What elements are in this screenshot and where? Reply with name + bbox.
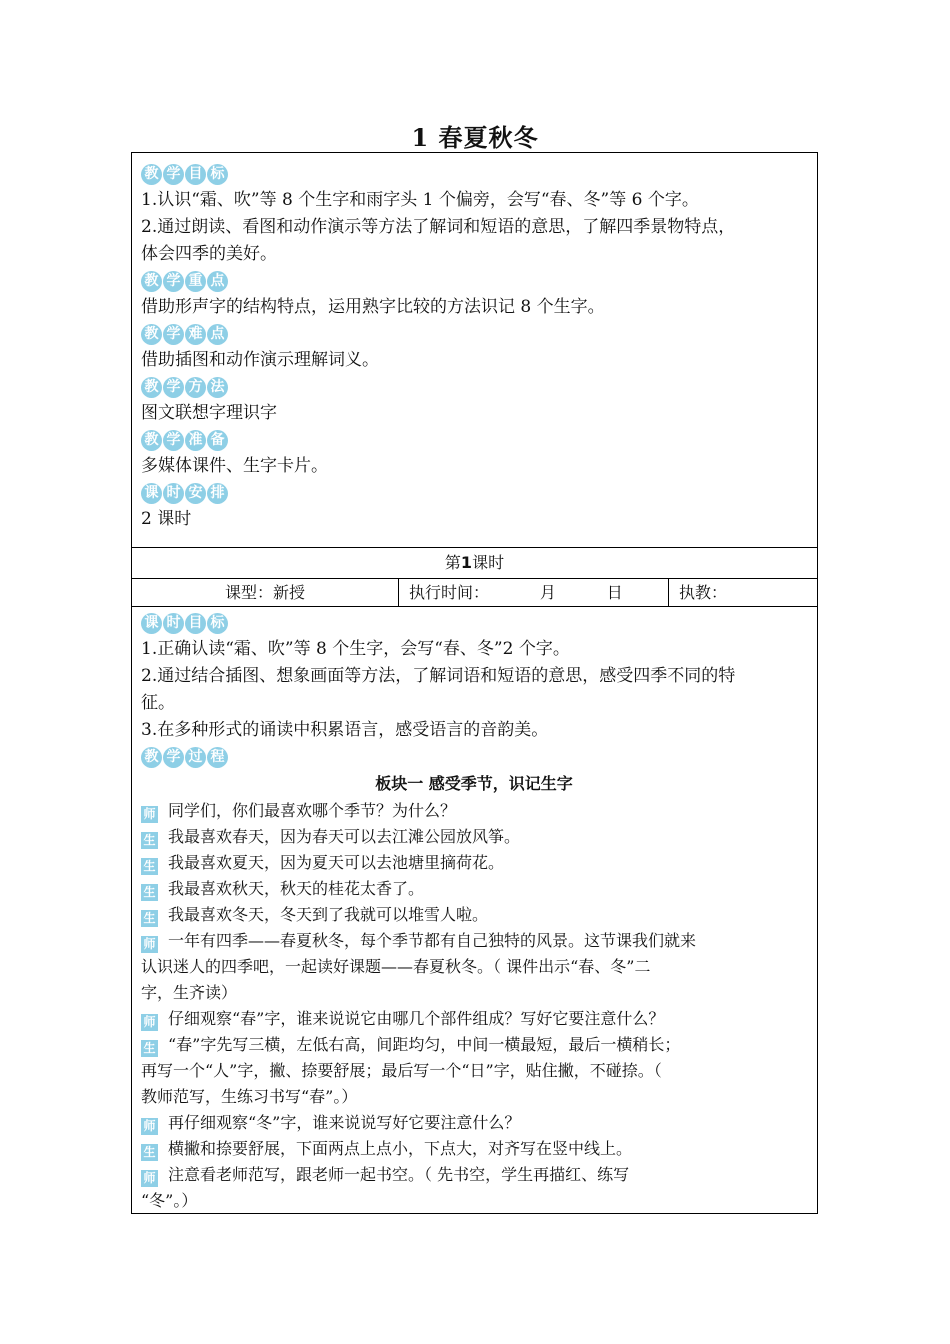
dialogue-text: 仔细观察“春”字，谁来说说它由哪几个部件组成？写好它要注意什么？ [168, 1009, 665, 1028]
objectives-heading-badge: 教 学 目 标 [141, 164, 229, 185]
dialogue-line [141, 1136, 817, 1162]
dialogue-line [141, 902, 817, 928]
lesson-info-row [132, 579, 817, 607]
student-tag-icon: 生 [141, 858, 158, 875]
key-point-text: 借助形声字的结构特点，运用熟字比较的方法识记 8 个生字。 [141, 297, 605, 317]
dialogue-text: “冬”。） [141, 1191, 198, 1210]
dialogue-text: 再仔细观察“冬”字，谁来说说写好它要注意什么？ [168, 1113, 521, 1132]
dialogue-line [141, 824, 817, 850]
dialogue-list [141, 798, 817, 1214]
student-tag-icon: 生 [141, 884, 158, 901]
objective-line: 1.认识“霜、吹”等 8 个生字和雨字头 1 个偏旁，会写“春、冬”等 6 个字。 [141, 190, 699, 210]
dialogue-line [141, 1084, 817, 1110]
lesson-goal-line: 3.在多种形式的诵读中积累语言，感受语言的音韵美。 [141, 720, 549, 740]
lesson-goal-line: 1.正确认读“霜、吹”等 8 个生字，会写“春、冬”2 个字。 [141, 639, 570, 659]
student-tag-icon: 生 [141, 832, 158, 849]
dialogue-text: 注意看老师范写，跟老师一起书空。（ 先书空，学生再描红、练写 [168, 1165, 630, 1184]
teacher-tag-icon: 师 [141, 806, 158, 823]
schedule-text: 2 课时 [141, 509, 192, 529]
dialogue-text: 认识迷人的四季吧，一起读好课题——春夏秋冬。（ 课件出示“春、冬”二 [141, 957, 651, 976]
student-tag-icon: 生 [141, 1040, 158, 1057]
dialogue-text: 横撇和捺要舒展，下面两点上点小，下点大，对齐写在竖中线上。 [168, 1139, 633, 1158]
teacher-tag-icon: 师 [141, 1118, 158, 1135]
dialogue-line [141, 980, 817, 1006]
dialogue-line [141, 1188, 817, 1214]
method-text: 图文联想字理识字 [141, 403, 277, 423]
teacher-tag-icon: 师 [141, 936, 158, 953]
dialogue-line [141, 1032, 817, 1058]
dialogue-text: 教师范写，生练习书写“春”。） [141, 1087, 358, 1106]
dialogue-line [141, 1058, 817, 1084]
lesson-section [132, 607, 817, 1214]
execution-time-cell: 执行时间： 月 日 [399, 579, 669, 606]
preparation-text: 多媒体课件、生字卡片。 [141, 456, 328, 476]
student-tag-icon: 生 [141, 1144, 158, 1161]
dialogue-line [141, 1110, 817, 1136]
lesson-goal-line: 征。 [141, 693, 175, 713]
dialogue-text: 再写一个“人”字，撇、捺要舒展；最后写一个“日”字，贴住撇，不碰捺。（ [141, 1061, 662, 1080]
method-heading-badge: 教 学 方 法 [141, 377, 229, 398]
page-title: 1 春夏秋冬 [411, 123, 539, 152]
student-tag-icon: 生 [141, 910, 158, 927]
dialogue-text: 同学们，你们最喜欢哪个季节？为什么？ [168, 801, 457, 820]
lesson-goal-line: 2.通过结合插图、想象画面等方法，了解词语和短语的意思，感受四季不同的特 [141, 666, 736, 686]
overview-section [132, 153, 817, 548]
dialogue-line [141, 954, 817, 980]
dialogue-text: 字，生齐读） [141, 983, 238, 1002]
process-heading-badge: 教 学 过 程 [141, 747, 229, 768]
dialogue-line [141, 1006, 817, 1032]
teacher-cell: 执教： [679, 583, 728, 602]
dialogue-text: 一年有四季——春夏秋冬，每个季节都有自己独特的风景。这节课我们就来 [168, 931, 697, 950]
dialogue-text: 我最喜欢秋天，秋天的桂花太香了。 [168, 879, 425, 898]
dialogue-text: 我最喜欢春天，因为春天可以去江滩公园放风筝。 [168, 827, 521, 846]
lesson-plan-table [131, 152, 818, 1214]
lesson-goals-heading-badge: 课 时 目 标 [141, 613, 229, 634]
lesson-type-cell: 课型：新授 [132, 579, 399, 606]
dialogue-line [141, 1162, 817, 1188]
objective-line: 2.通过朗读、看图和动作演示等方法了解词和短语的意思，了解四季景物特点， [141, 217, 736, 237]
dialogue-line [141, 850, 817, 876]
dialogue-text: 我最喜欢夏天，因为夏天可以去池塘里摘荷花。 [168, 853, 505, 872]
dialogue-text: 我最喜欢冬天，冬天到了我就可以堆雪人啦。 [168, 905, 489, 924]
dialogue-line [141, 798, 817, 824]
difficult-point-heading-badge: 教 学 难 点 [141, 324, 229, 345]
key-point-heading-badge: 教 学 重 点 [141, 271, 229, 292]
lesson-number-row: 第1课时 [132, 548, 817, 579]
dialogue-line [141, 928, 817, 954]
dialogue-line [141, 876, 817, 902]
preparation-heading-badge: 教 学 准 备 [141, 430, 229, 451]
dialogue-text: “春”字先写三横，左低右高，间距均匀，中间一横最短，最后一横稍长； [168, 1035, 681, 1054]
difficult-point-text: 借助插图和动作演示理解词义。 [141, 350, 379, 370]
teacher-tag-icon: 师 [141, 1014, 158, 1031]
objective-line: 体会四季的美好。 [141, 244, 277, 264]
block-title: 板块一 感受季节，识记生字 [375, 774, 573, 793]
teacher-tag-icon: 师 [141, 1170, 158, 1187]
schedule-heading-badge: 课 时 安 排 [141, 483, 229, 504]
